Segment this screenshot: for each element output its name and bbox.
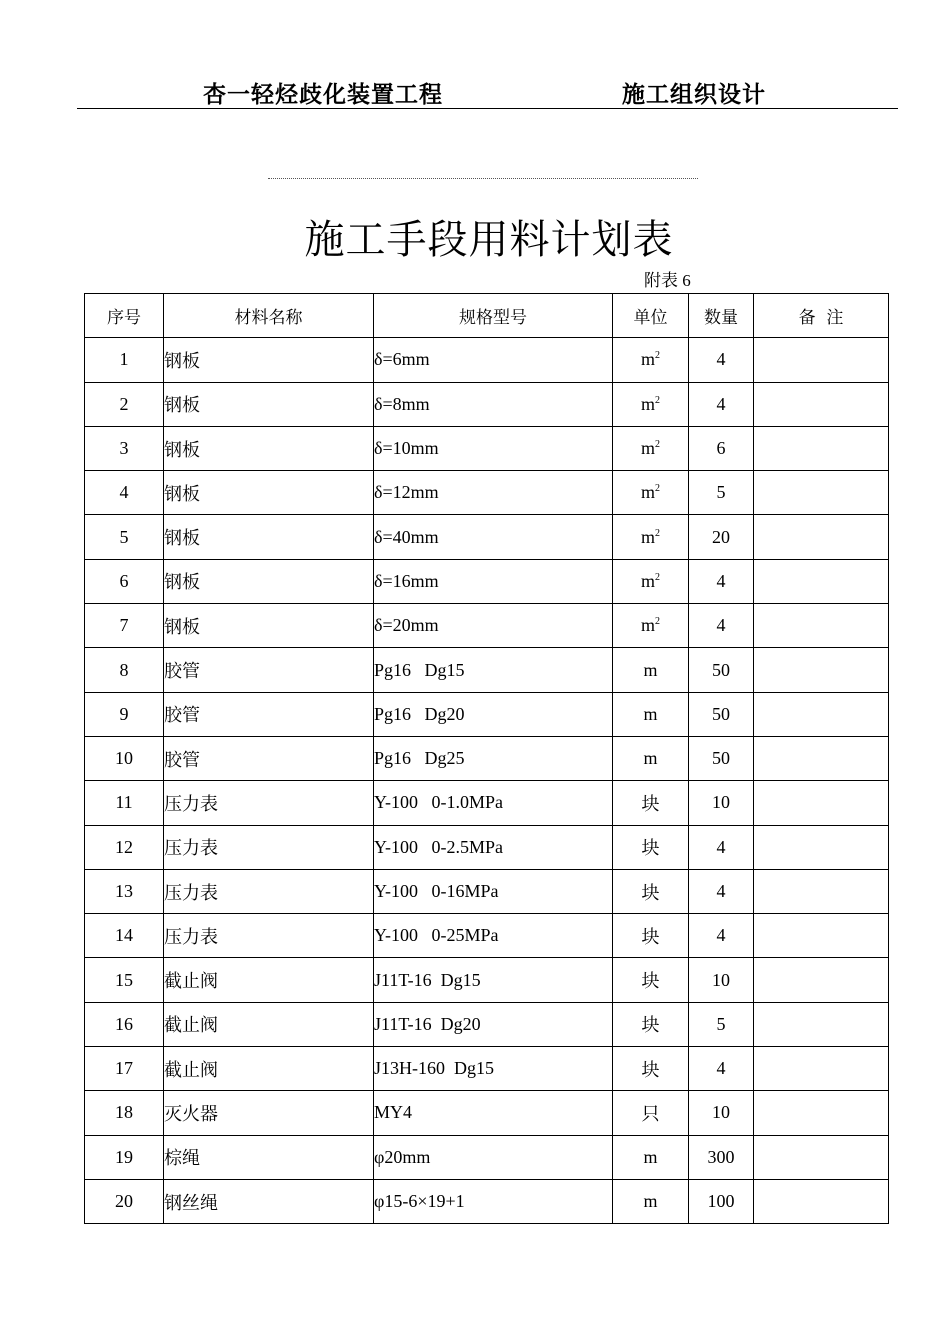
cell-spec: δ=40mm: [374, 515, 613, 559]
cell-qty: 10: [689, 1091, 754, 1135]
cell-qty: 20: [689, 515, 754, 559]
page-title: 施工手段用料计划表: [304, 217, 674, 263]
table-row: [85, 604, 889, 648]
cell-unit: [613, 604, 689, 648]
cell-material-name: 钢板: [164, 338, 374, 382]
table-row: [85, 1135, 889, 1179]
cell-spec: Pg16 Dg15: [374, 648, 613, 692]
cell-seq: 4: [85, 471, 164, 515]
cell-unit: [613, 1135, 689, 1179]
cell-material-name: 棕绳: [164, 1135, 374, 1179]
cell-qty: 5: [689, 1002, 754, 1046]
cell-spec: Y-100 0-25MPa: [374, 914, 613, 958]
table-row: [85, 559, 889, 603]
table-header-row: [85, 294, 889, 338]
cell-remark: [754, 692, 889, 736]
table-row: [85, 781, 889, 825]
unit-superscript: 2: [655, 483, 660, 495]
cell-material-name: 压力表: [164, 781, 374, 825]
unit-superscript: 2: [655, 439, 660, 451]
cell-remark: [754, 515, 889, 559]
column-header-unit: 单位: [613, 294, 689, 338]
table-row: [85, 471, 889, 515]
unit-text: m: [643, 748, 658, 769]
unit-text: m: [643, 659, 658, 680]
cell-material-name: 灭火器: [164, 1091, 374, 1135]
cell-spec: MY4: [374, 1091, 613, 1135]
cell-seq: 9: [85, 692, 164, 736]
cell-unit: [613, 559, 689, 603]
unit-superscript: 2: [655, 527, 660, 539]
cell-remark: [754, 781, 889, 825]
cell-seq: 13: [85, 869, 164, 913]
cell-seq: 3: [85, 426, 164, 470]
cell-remark: [754, 471, 889, 515]
cell-remark: [754, 736, 889, 780]
unit-text: 块: [641, 926, 660, 947]
cell-seq: 1: [85, 338, 164, 382]
unit-text: 块: [641, 882, 660, 903]
cell-spec: Y-100 0-16MPa: [374, 869, 613, 913]
cell-unit: [613, 648, 689, 692]
dotted-divider: [268, 178, 698, 179]
cell-spec: δ=6mm: [374, 338, 613, 382]
cell-qty: 4: [689, 338, 754, 382]
cell-qty: 100: [689, 1179, 754, 1223]
cell-qty: 50: [689, 648, 754, 692]
cell-qty: 4: [689, 559, 754, 603]
cell-unit: [613, 382, 689, 426]
cell-spec: J11T-16 Dg15: [374, 958, 613, 1002]
cell-seq: 17: [85, 1047, 164, 1091]
cell-unit: [613, 692, 689, 736]
cell-seq: 5: [85, 515, 164, 559]
unit-text: 块: [641, 838, 660, 859]
cell-unit: [613, 869, 689, 913]
cell-qty: 10: [689, 958, 754, 1002]
cell-seq: 11: [85, 781, 164, 825]
cell-spec: Pg16 Dg25: [374, 736, 613, 780]
attachment-label: 附表 6: [644, 271, 691, 290]
table-row: [85, 1091, 889, 1135]
header-divider: [77, 108, 898, 109]
cell-qty: 4: [689, 914, 754, 958]
unit-text: 块: [641, 971, 660, 992]
cell-seq: 15: [85, 958, 164, 1002]
cell-remark: [754, 604, 889, 648]
unit-superscript: 2: [655, 394, 660, 406]
cell-unit: [613, 426, 689, 470]
cell-unit: [613, 471, 689, 515]
table-row: [85, 869, 889, 913]
cell-material-name: 截止阀: [164, 1047, 374, 1091]
cell-spec: δ=10mm: [374, 426, 613, 470]
cell-seq: 8: [85, 648, 164, 692]
column-header-seq: 序号: [85, 294, 164, 338]
cell-seq: 6: [85, 559, 164, 603]
cell-unit: [613, 1002, 689, 1046]
table-row: [85, 914, 889, 958]
unit-text: m: [640, 482, 655, 503]
cell-seq: 20: [85, 1179, 164, 1223]
cell-remark: [754, 958, 889, 1002]
cell-spec: Y-100 0-1.0MPa: [374, 781, 613, 825]
cell-seq: 14: [85, 914, 164, 958]
cell-spec: J11T-16 Dg20: [374, 1002, 613, 1046]
cell-seq: 12: [85, 825, 164, 869]
cell-qty: 50: [689, 736, 754, 780]
unit-text: m: [640, 526, 655, 547]
cell-seq: 2: [85, 382, 164, 426]
unit-text: m: [643, 703, 658, 724]
cell-seq: 16: [85, 1002, 164, 1046]
cell-material-name: 钢板: [164, 471, 374, 515]
unit-text: 块: [641, 793, 660, 814]
unit-text: m: [640, 393, 655, 414]
cell-material-name: 钢板: [164, 604, 374, 648]
cell-unit: [613, 736, 689, 780]
table-row: [85, 736, 889, 780]
cell-material-name: 钢丝绳: [164, 1179, 374, 1223]
cell-material-name: 截止阀: [164, 1002, 374, 1046]
table-row: [85, 515, 889, 559]
cell-material-name: 截止阀: [164, 958, 374, 1002]
cell-remark: [754, 426, 889, 470]
unit-text: 只: [641, 1103, 660, 1124]
cell-unit: [613, 1047, 689, 1091]
cell-spec: φ20mm: [374, 1135, 613, 1179]
cell-seq: 19: [85, 1135, 164, 1179]
cell-seq: 18: [85, 1091, 164, 1135]
unit-text: m: [640, 615, 655, 636]
unit-text: 块: [641, 1059, 660, 1080]
cell-spec: Y-100 0-2.5MPa: [374, 825, 613, 869]
unit-superscript: 2: [655, 616, 660, 628]
cell-material-name: 胶管: [164, 736, 374, 780]
cell-unit: [613, 1091, 689, 1135]
table-row: [85, 426, 889, 470]
cell-material-name: 钢板: [164, 382, 374, 426]
cell-unit: [613, 515, 689, 559]
table-row: [85, 1179, 889, 1223]
cell-spec: J13H-160 Dg15: [374, 1047, 613, 1091]
unit-text: m: [643, 1191, 658, 1212]
table-row: [85, 692, 889, 736]
table-row: [85, 382, 889, 426]
table-row: [85, 825, 889, 869]
cell-seq: 10: [85, 736, 164, 780]
table-row: [85, 648, 889, 692]
column-header-remark: 备 注: [754, 294, 889, 338]
cell-remark: [754, 559, 889, 603]
cell-qty: 4: [689, 825, 754, 869]
cell-spec: Pg16 Dg20: [374, 692, 613, 736]
cell-material-name: 胶管: [164, 648, 374, 692]
cell-remark: [754, 914, 889, 958]
cell-remark: [754, 338, 889, 382]
cell-remark: [754, 869, 889, 913]
cell-qty: 4: [689, 604, 754, 648]
cell-unit: [613, 781, 689, 825]
cell-unit: [613, 825, 689, 869]
cell-spec: δ=8mm: [374, 382, 613, 426]
unit-superscript: 2: [655, 350, 660, 362]
cell-remark: [754, 648, 889, 692]
cell-qty: 4: [689, 1047, 754, 1091]
cell-unit: [613, 914, 689, 958]
cell-remark: [754, 1135, 889, 1179]
cell-remark: [754, 382, 889, 426]
cell-material-name: 压力表: [164, 825, 374, 869]
table-row: [85, 1047, 889, 1091]
cell-seq: 7: [85, 604, 164, 648]
column-header-qty: 数量: [689, 294, 754, 338]
table-row: [85, 1002, 889, 1046]
cell-material-name: 钢板: [164, 426, 374, 470]
cell-qty: 6: [689, 426, 754, 470]
unit-text: m: [640, 438, 655, 459]
cell-remark: [754, 1047, 889, 1091]
unit-superscript: 2: [655, 571, 660, 583]
table-row: [85, 958, 889, 1002]
cell-qty: 300: [689, 1135, 754, 1179]
unit-text: 块: [641, 1015, 660, 1036]
cell-material-name: 压力表: [164, 914, 374, 958]
cell-spec: φ15-6×19+1: [374, 1179, 613, 1223]
cell-qty: 4: [689, 382, 754, 426]
table-row: [85, 338, 889, 382]
cell-qty: 4: [689, 869, 754, 913]
cell-qty: 10: [689, 781, 754, 825]
unit-text: m: [640, 570, 655, 591]
cell-material-name: 压力表: [164, 869, 374, 913]
cell-remark: [754, 1002, 889, 1046]
cell-unit: [613, 338, 689, 382]
header-project-name: 杏一轻烃歧化装置工程: [203, 82, 443, 108]
column-header-spec: 规格型号: [374, 294, 613, 338]
materials-table: [84, 293, 889, 1224]
column-header-name: 材料名称: [164, 294, 374, 338]
unit-text: m: [643, 1146, 658, 1167]
cell-spec: δ=20mm: [374, 604, 613, 648]
cell-qty: 5: [689, 471, 754, 515]
header-document-type: 施工组织设计: [622, 82, 766, 108]
cell-material-name: 钢板: [164, 515, 374, 559]
cell-remark: [754, 1091, 889, 1135]
cell-spec: δ=12mm: [374, 471, 613, 515]
cell-material-name: 钢板: [164, 559, 374, 603]
cell-material-name: 胶管: [164, 692, 374, 736]
cell-unit: [613, 958, 689, 1002]
cell-remark: [754, 1179, 889, 1223]
cell-unit: [613, 1179, 689, 1223]
cell-spec: δ=16mm: [374, 559, 613, 603]
unit-text: m: [640, 349, 655, 370]
cell-remark: [754, 825, 889, 869]
table-body: [85, 338, 889, 1224]
cell-qty: 50: [689, 692, 754, 736]
